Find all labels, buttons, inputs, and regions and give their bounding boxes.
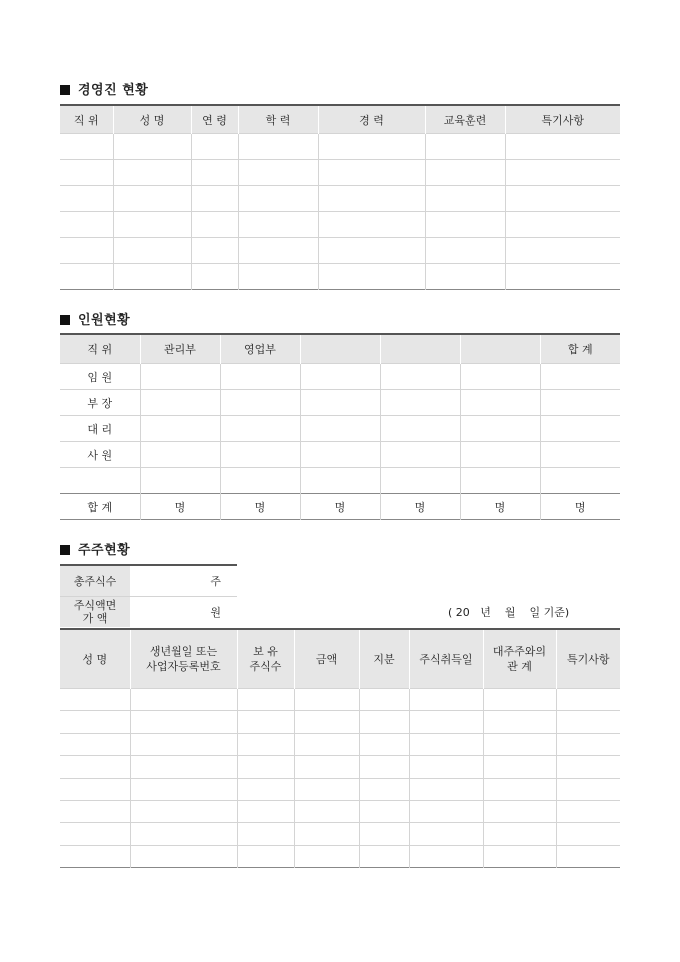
table-cell[interactable] [237, 733, 294, 755]
square-bullet-icon [60, 315, 70, 325]
table-cell[interactable] [556, 845, 620, 867]
table-cell[interactable] [294, 733, 359, 755]
row-label: 대 리 [60, 416, 140, 442]
table-cell[interactable] [60, 264, 113, 290]
table-cell[interactable] [460, 416, 540, 442]
header-cell: 경 력 [318, 105, 425, 134]
total-shares-label: 총주식수 [60, 565, 130, 597]
table-cell[interactable] [191, 134, 238, 160]
table-cell[interactable] [505, 160, 620, 186]
table-cell[interactable] [556, 689, 620, 711]
table-cell[interactable] [425, 212, 505, 238]
table-cell[interactable] [113, 238, 191, 264]
table-cell[interactable] [238, 134, 318, 160]
table-cell[interactable] [60, 711, 130, 733]
table-cell[interactable] [359, 823, 409, 845]
table-cell[interactable] [505, 186, 620, 212]
table-cell[interactable] [237, 800, 294, 822]
table-cell[interactable] [237, 711, 294, 733]
table-cell[interactable] [409, 823, 483, 845]
table-cell[interactable] [294, 711, 359, 733]
table-cell[interactable] [409, 689, 483, 711]
table-row [60, 264, 620, 290]
table-cell[interactable] [380, 416, 460, 442]
total-row [60, 494, 620, 520]
table-cell[interactable] [191, 264, 238, 290]
table-row [60, 468, 620, 494]
table-cell[interactable] [409, 711, 483, 733]
table-cell[interactable] [505, 212, 620, 238]
table-cell[interactable] [409, 800, 483, 822]
table-cell[interactable] [318, 186, 425, 212]
table-cell[interactable] [238, 186, 318, 212]
table-cell[interactable] [113, 264, 191, 290]
table-cell[interactable] [300, 364, 380, 390]
total-cell: 명 [380, 494, 460, 520]
table-cell[interactable] [60, 800, 130, 822]
table-cell[interactable] [483, 778, 556, 800]
header-cell: 대주주와의 관 계 [483, 629, 556, 689]
table-cell[interactable] [60, 238, 113, 264]
table-row [60, 711, 620, 733]
table-row [60, 212, 620, 238]
table-cell[interactable] [556, 823, 620, 845]
table-cell[interactable] [113, 212, 191, 238]
table-cell[interactable] [425, 238, 505, 264]
table-cell[interactable] [60, 845, 130, 867]
table-cell[interactable] [140, 390, 220, 416]
header-cell: 관리부 [140, 334, 220, 364]
table-cell[interactable] [294, 800, 359, 822]
section-title-shareholders: 주주현황 [60, 539, 130, 558]
table-cell[interactable] [220, 416, 300, 442]
table-row [60, 689, 620, 711]
table-row [60, 845, 620, 867]
table-row [60, 364, 620, 390]
header-cell: 성 명 [113, 105, 191, 134]
total-cell: 명 [300, 494, 380, 520]
header-cell [300, 334, 380, 364]
section-title-staff: 인원현황 [60, 309, 130, 328]
table-cell[interactable] [425, 160, 505, 186]
table-cell[interactable] [113, 134, 191, 160]
table-cell[interactable] [380, 442, 460, 468]
table-cell[interactable] [425, 134, 505, 160]
table-cell[interactable] [483, 845, 556, 867]
header-cell [380, 334, 460, 364]
table-cell[interactable] [483, 823, 556, 845]
table-cell[interactable] [238, 160, 318, 186]
header-cell: 금액 [294, 629, 359, 689]
table-cell[interactable] [220, 442, 300, 468]
table-cell[interactable] [140, 416, 220, 442]
table-row [60, 160, 620, 186]
table-cell[interactable] [238, 238, 318, 264]
table-cell[interactable] [294, 756, 359, 778]
table-cell[interactable] [60, 134, 113, 160]
table-cell[interactable] [556, 733, 620, 755]
table-cell[interactable] [130, 800, 237, 822]
table-cell[interactable] [300, 442, 380, 468]
table-cell[interactable] [318, 160, 425, 186]
header-cell: 직 위 [60, 105, 113, 134]
table-cell[interactable] [556, 778, 620, 800]
table-cell[interactable] [556, 711, 620, 733]
table-cell[interactable] [483, 756, 556, 778]
header-cell: 생년월일 또는 사업자등록번호 [130, 629, 237, 689]
table-cell[interactable] [380, 468, 460, 494]
table-cell[interactable] [191, 186, 238, 212]
table-row [60, 597, 237, 628]
table-cell[interactable] [294, 823, 359, 845]
table-cell[interactable] [140, 364, 220, 390]
table-row [60, 778, 620, 800]
table-cell[interactable] [460, 442, 540, 468]
table-cell[interactable] [130, 823, 237, 845]
square-bullet-icon [60, 85, 70, 95]
table-cell[interactable] [483, 689, 556, 711]
table-cell[interactable] [380, 364, 460, 390]
table-row [60, 238, 620, 264]
table-cell[interactable] [359, 756, 409, 778]
table-cell[interactable] [113, 160, 191, 186]
table-cell[interactable] [409, 733, 483, 755]
table-row [60, 756, 620, 778]
table-cell[interactable] [191, 160, 238, 186]
table-cell[interactable] [460, 468, 540, 494]
table-cell[interactable] [425, 186, 505, 212]
table-cell[interactable] [540, 468, 620, 494]
table-cell[interactable] [220, 364, 300, 390]
staff-table [60, 333, 620, 520]
table-cell[interactable] [237, 756, 294, 778]
table-cell[interactable] [505, 238, 620, 264]
row-label: 부 장 [60, 390, 140, 416]
header-cell: 보 유 주식수 [237, 629, 294, 689]
table-cell[interactable] [237, 845, 294, 867]
table-row [60, 733, 620, 755]
table-cell[interactable] [318, 212, 425, 238]
table-cell[interactable] [505, 134, 620, 160]
table-cell[interactable] [130, 778, 237, 800]
table-cell[interactable] [409, 756, 483, 778]
table-cell[interactable] [60, 689, 130, 711]
face-value-label: 주식액면 가 액 [60, 597, 130, 628]
table-cell[interactable] [460, 390, 540, 416]
table-cell[interactable] [359, 711, 409, 733]
table-row [60, 186, 620, 212]
table-cell[interactable] [359, 845, 409, 867]
table-cell[interactable] [540, 416, 620, 442]
table-cell[interactable] [60, 778, 130, 800]
table-cell[interactable] [483, 711, 556, 733]
table-cell[interactable] [460, 364, 540, 390]
total-cell: 명 [460, 494, 540, 520]
header-cell: 영업부 [220, 334, 300, 364]
total-shares-value[interactable]: 주 [130, 565, 237, 597]
header-cell: 합 계 [540, 334, 620, 364]
row-label [60, 468, 140, 494]
table-cell[interactable] [300, 468, 380, 494]
table-cell[interactable] [60, 733, 130, 755]
table-cell[interactable] [130, 711, 237, 733]
table-cell[interactable] [294, 845, 359, 867]
table-cell[interactable] [359, 800, 409, 822]
table-row [60, 390, 620, 416]
table-cell[interactable] [556, 756, 620, 778]
table-cell[interactable] [380, 390, 460, 416]
header-cell: 직 위 [60, 334, 140, 364]
table-cell[interactable] [220, 468, 300, 494]
header-cell [460, 334, 540, 364]
table-cell[interactable] [409, 845, 483, 867]
table-cell[interactable] [318, 238, 425, 264]
header-cell: 성 명 [60, 629, 130, 689]
table-cell[interactable] [130, 845, 237, 867]
total-cell: 명 [540, 494, 620, 520]
table-cell[interactable] [540, 364, 620, 390]
table-cell[interactable] [425, 264, 505, 290]
table-cell[interactable] [318, 134, 425, 160]
table-cell[interactable] [294, 689, 359, 711]
shareholders-table [60, 628, 620, 868]
table-cell[interactable] [294, 778, 359, 800]
table-cell[interactable] [60, 186, 113, 212]
table-row [60, 134, 620, 160]
table-cell[interactable] [220, 390, 300, 416]
date-note: ( 20 년 월 일 기준) [448, 606, 570, 619]
table-cell[interactable] [359, 778, 409, 800]
table-cell[interactable] [300, 416, 380, 442]
table-cell[interactable] [540, 390, 620, 416]
table-cell[interactable] [483, 733, 556, 755]
table-cell[interactable] [359, 689, 409, 711]
row-label: 사 원 [60, 442, 140, 468]
table-cell[interactable] [60, 212, 113, 238]
table-cell[interactable] [300, 390, 380, 416]
total-cell: 명 [140, 494, 220, 520]
table-cell[interactable] [237, 823, 294, 845]
table-header-row [60, 334, 620, 364]
table-row [60, 442, 620, 468]
table-cell[interactable] [505, 264, 620, 290]
table-cell[interactable] [113, 186, 191, 212]
table-cell[interactable] [556, 800, 620, 822]
table-header-row [60, 105, 620, 134]
header-cell: 주식취득일 [409, 629, 483, 689]
table-cell[interactable] [130, 756, 237, 778]
table-cell[interactable] [191, 238, 238, 264]
table-cell[interactable] [60, 823, 130, 845]
header-cell: 특기사항 [556, 629, 620, 689]
executives-table [60, 104, 620, 290]
section-title-executives: 경영진 현황 [60, 79, 148, 98]
table-cell[interactable] [130, 733, 237, 755]
table-cell[interactable] [191, 212, 238, 238]
table-row [60, 800, 620, 822]
header-cell: 특기사항 [505, 105, 620, 134]
table-cell[interactable] [237, 778, 294, 800]
table-cell[interactable] [540, 442, 620, 468]
table-cell[interactable] [409, 778, 483, 800]
share-summary-table [60, 564, 237, 627]
table-row [60, 416, 620, 442]
header-cell: 지분 [359, 629, 409, 689]
table-cell[interactable] [238, 212, 318, 238]
row-label: 합 계 [60, 494, 140, 520]
table-cell[interactable] [130, 689, 237, 711]
header-cell: 학 력 [238, 105, 318, 134]
header-cell: 교육훈련 [425, 105, 505, 134]
table-cell[interactable] [359, 733, 409, 755]
face-value-value[interactable]: 원 [130, 597, 237, 628]
table-cell[interactable] [60, 756, 130, 778]
row-label: 임 원 [60, 364, 140, 390]
table-cell[interactable] [238, 264, 318, 290]
total-cell: 명 [220, 494, 300, 520]
table-cell[interactable] [60, 160, 113, 186]
table-cell[interactable] [140, 442, 220, 468]
table-cell[interactable] [483, 800, 556, 822]
square-bullet-icon [60, 545, 70, 555]
table-cell[interactable] [237, 689, 294, 711]
table-cell[interactable] [318, 264, 425, 290]
table-header-row [60, 629, 620, 689]
table-row [60, 823, 620, 845]
table-cell[interactable] [140, 468, 220, 494]
table-row [60, 565, 237, 597]
header-cell: 연 령 [191, 105, 238, 134]
